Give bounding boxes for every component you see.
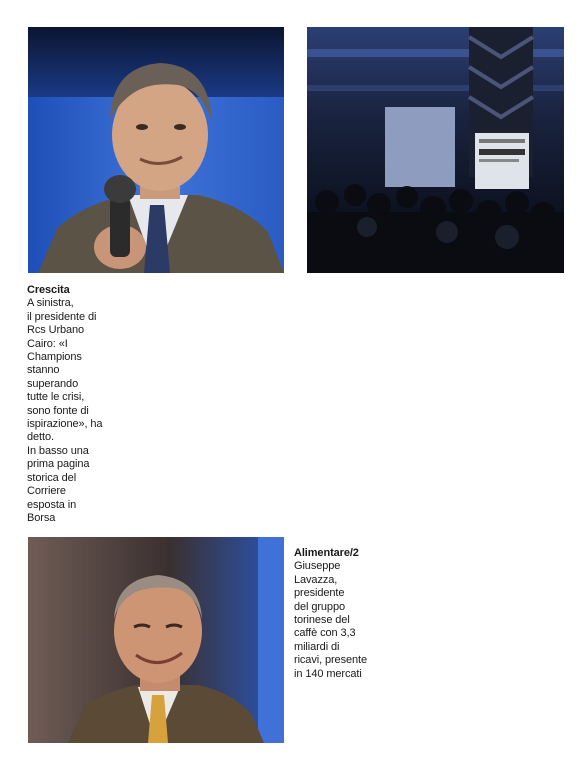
photo-urbano-cairo <box>28 27 284 273</box>
photo-urbano-cairo-image <box>28 27 284 273</box>
photo-conference-hall <box>307 27 564 273</box>
photo-conference-hall-image <box>307 27 564 273</box>
caption-cairo-title: Crescita <box>27 284 70 296</box>
caption-cairo <box>27 284 117 525</box>
caption-lavazza-title: Alimentare/2 <box>294 547 359 559</box>
caption-cairo-body: A sinistra, il presidente di Rcs Urbano Cairo: «I Champions stanno superando tutte le crisi, sono fonte di ispirazione», ha detto. In basso una prima pagina storica del Corriere esposta in Borsa <box>27 297 103 524</box>
caption-lavazza-body: Giuseppe Lavazza, presidente del gruppo torinese del caffè con 3,3 miliardi di ricavi, presente in 140 mercati <box>294 560 367 680</box>
photo-giuseppe-lavazza <box>28 537 284 743</box>
caption-lavazza <box>294 547 404 681</box>
photo-giuseppe-lavazza-image <box>28 537 284 743</box>
